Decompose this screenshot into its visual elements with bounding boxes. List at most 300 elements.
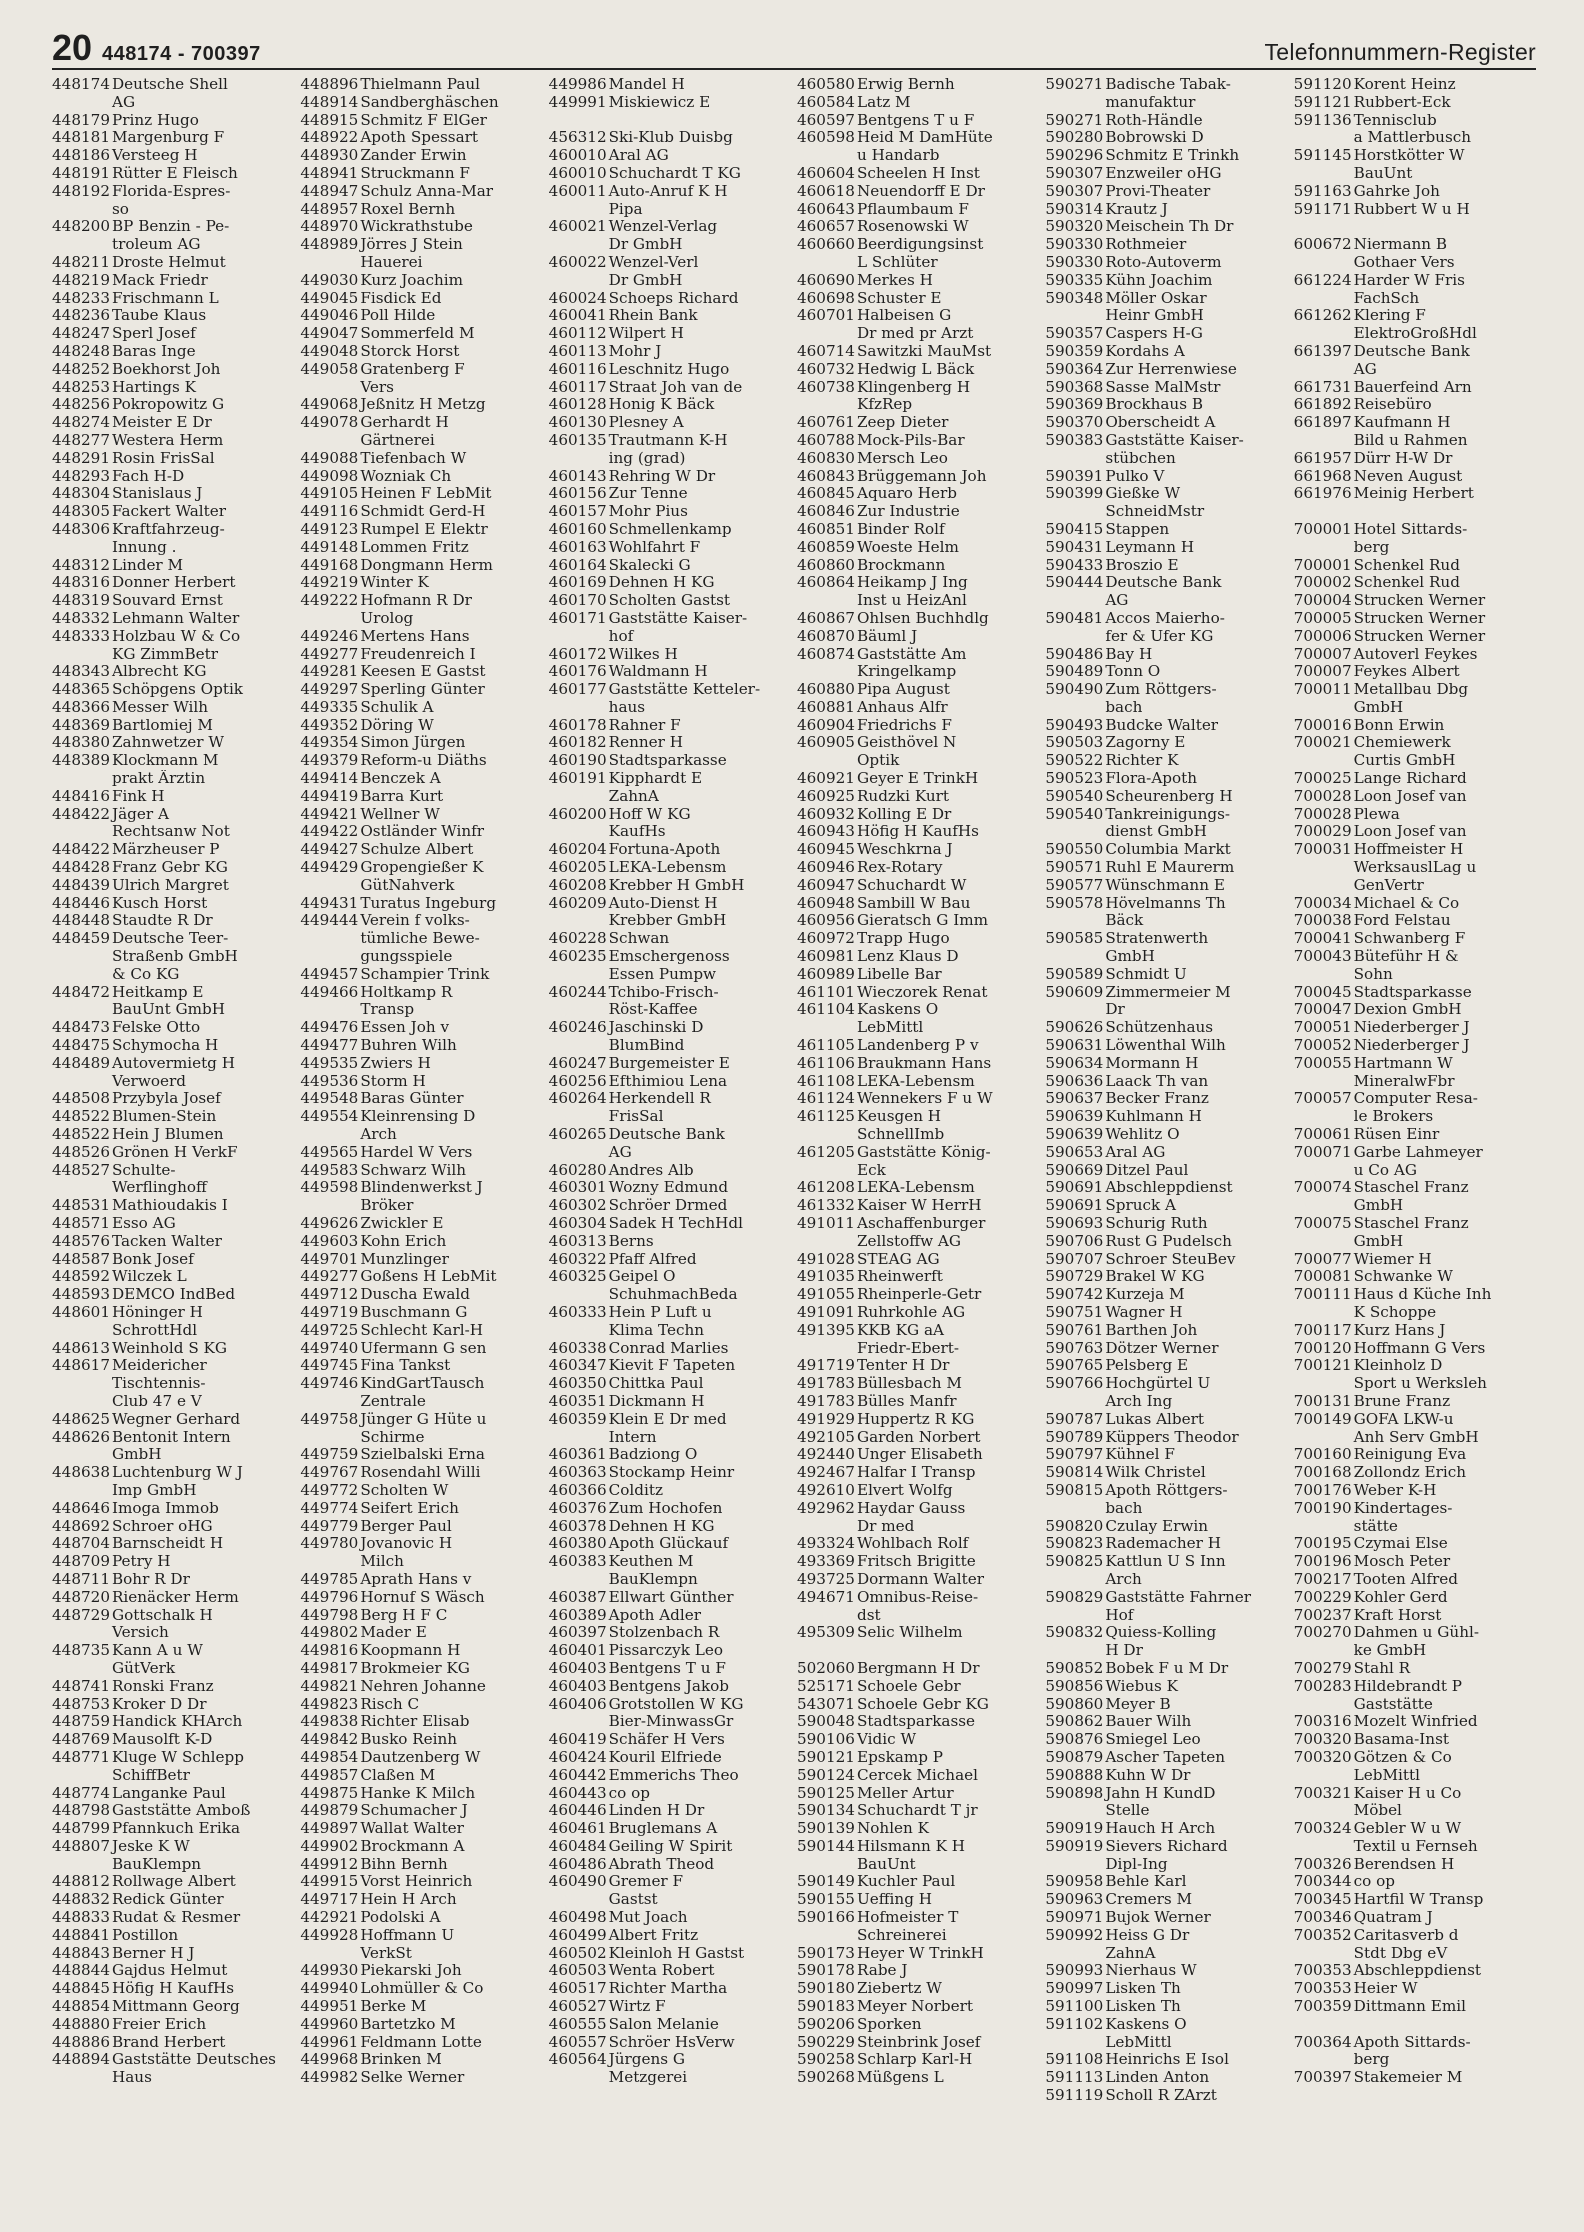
directory-entry: [797, 574, 1039, 592]
subscriber-name: Dautzenberg W: [360, 1748, 481, 1766]
subscriber-name: Wünschmann E: [1105, 876, 1225, 894]
subscriber-name: Grotstollen W KG: [608, 1695, 744, 1713]
subscriber-name: Schöpgens Optik: [112, 681, 244, 699]
subscriber-name: Harder W Fris: [1353, 271, 1465, 289]
phone-number: 590742: [1045, 1285, 1104, 1304]
directory-entry: [300, 236, 542, 254]
directory-entry: [1294, 1660, 1536, 1678]
subscriber-name: BauKlempn: [112, 1855, 202, 1873]
subscriber-name: Staudte R Dr: [112, 912, 213, 930]
phone-number: 590166: [796, 1908, 855, 1927]
subscriber-name: Bentonit Intern: [112, 1428, 231, 1446]
directory-entry: [797, 1429, 1039, 1447]
subscriber-name: Cercek Michael: [856, 1766, 978, 1784]
directory-entry: [797, 557, 1039, 575]
directory-entry: [300, 628, 542, 646]
subscriber-name: Kaufmann H: [1353, 414, 1451, 432]
phone-number: 460041: [548, 306, 607, 325]
phone-number: 460486: [548, 1854, 607, 1873]
directory-entry: [300, 1553, 542, 1571]
subscriber-name: Bartlomiej M: [112, 716, 213, 734]
subscriber-name: Jaschinski D: [608, 1019, 704, 1037]
phone-number: [549, 1001, 607, 1019]
phone-number: 460461: [548, 1819, 607, 1838]
subscriber-name: Zur Tenne: [608, 485, 688, 503]
phone-number: 449427: [300, 840, 359, 859]
phone-number: 448915: [300, 110, 359, 129]
directory-entry: [549, 1998, 791, 2016]
directory-entry: [549, 984, 791, 1002]
phone-number: 590368: [1045, 377, 1104, 396]
directory-entry: [549, 557, 791, 575]
phone-number: 448833: [52, 1908, 110, 1927]
subscriber-name: Werflinghoff: [112, 1179, 207, 1197]
phone-number: 448233: [52, 288, 110, 307]
directory-entry: [1294, 912, 1536, 930]
subscriber-name: Gärtnerei: [360, 431, 435, 449]
subscriber-name: Keusgen H: [856, 1108, 942, 1126]
subscriber-name: LebMittl: [856, 1019, 924, 1037]
subscriber-name: Bay H: [1105, 645, 1153, 663]
phone-number: 449940: [300, 1979, 359, 1998]
directory-entry: [300, 1464, 542, 1482]
subscriber-name: Freudenreich I: [360, 645, 476, 663]
subscriber-name: Wellner W: [360, 805, 440, 823]
subscriber-name: Bujok Werner: [1105, 1909, 1211, 1927]
subscriber-name: Gaststätte Fahrner: [1105, 1588, 1252, 1606]
subscriber-name: Wohlfahrt F: [608, 538, 701, 556]
directory-entry: [1294, 717, 1536, 735]
directory-entry: [1294, 628, 1536, 646]
phone-number: 448191: [52, 163, 110, 182]
directory-entry: [1294, 147, 1536, 165]
directory-entry: [797, 1055, 1039, 1073]
phone-number: 460128: [548, 395, 607, 414]
directory-entry: [1045, 503, 1287, 521]
phone-number: 460698: [796, 288, 855, 307]
directory-entry: [549, 272, 791, 290]
directory-entry: [1045, 396, 1287, 414]
directory-entry: [1045, 1340, 1287, 1358]
directory-entry: [797, 1909, 1039, 1927]
subscriber-name: Tenter H Dr: [856, 1357, 950, 1375]
subscriber-name: Kühnel F: [1105, 1446, 1175, 1464]
directory-entry: [1294, 361, 1536, 379]
directory-entry: [1045, 1945, 1287, 1963]
phone-number: 590814: [1045, 1463, 1104, 1482]
directory-entry: [549, 343, 791, 361]
directory-entry: [549, 1357, 791, 1375]
subscriber-name: Przybyla Josef: [112, 1090, 221, 1108]
directory-entry: [1045, 1464, 1287, 1482]
directory-entry: [1045, 1678, 1287, 1696]
subscriber-name: Prinz Hugo: [112, 111, 199, 129]
subscriber-name: Sperling Günter: [360, 681, 485, 699]
directory-entry: [797, 147, 1039, 165]
phone-number: 700071: [1293, 1142, 1352, 1161]
subscriber-name: LEKA-Lebensm: [856, 1072, 975, 1090]
phone-number: 590296: [1045, 146, 1104, 165]
subscriber-name: Heiss G Dr: [1105, 1926, 1190, 1944]
subscriber-name: Sperl Josef: [112, 325, 196, 343]
subscriber-name: Tchibo-Frisch-: [608, 983, 719, 1001]
phone-number: 590787: [1045, 1409, 1104, 1428]
phone-number: 448571: [52, 1214, 110, 1232]
subscriber-name: Tennisclub: [1353, 111, 1437, 129]
directory-entry: [1045, 610, 1287, 628]
subscriber-name: Ford Felstau: [1353, 912, 1451, 930]
phone-number: 448365: [52, 680, 110, 699]
directory-entry: [300, 2016, 542, 2034]
phone-number: 460406: [548, 1694, 607, 1713]
subscriber-name: Strucken Werner: [1353, 609, 1486, 627]
subscriber-name: Nierhaus W: [1105, 1962, 1197, 1980]
phone-number: 590550: [1045, 840, 1104, 859]
phone-number: 590639: [1045, 1107, 1104, 1126]
directory-entry: [300, 201, 542, 219]
phone-number: 590431: [1045, 537, 1104, 556]
directory-entry: [1045, 307, 1287, 325]
phone-number: [52, 539, 110, 557]
phone-number: 449379: [300, 751, 359, 770]
subscriber-name: Bäuml J: [856, 627, 918, 645]
directory-entry: [1294, 165, 1536, 183]
phone-number: 460347: [548, 1356, 607, 1375]
directory-entry: [1045, 1571, 1287, 1589]
directory-entry: [797, 1340, 1039, 1358]
phone-number: 448845: [52, 1979, 110, 1998]
phone-number: 700028: [1293, 786, 1352, 805]
subscriber-name: Thielmann Paul: [360, 76, 481, 93]
directory-entry: [797, 1393, 1039, 1411]
phone-number: 448179: [52, 110, 110, 129]
phone-number: 448219: [52, 270, 110, 289]
subscriber-name: stübchen: [1105, 449, 1176, 467]
subscriber-name: Dittmann Emil: [1353, 1998, 1466, 2016]
directory-entry: [52, 325, 294, 343]
phone-number: [300, 948, 358, 966]
phone-number: 460178: [548, 715, 607, 734]
directory-entry: [300, 450, 542, 468]
directory-entry: [300, 717, 542, 735]
phone-number: 460843: [796, 466, 855, 485]
directory-entry: [52, 76, 294, 94]
directory-entry: [52, 485, 294, 503]
directory-entry: [300, 1962, 542, 1980]
phone-number: 448941: [300, 163, 359, 182]
directory-entry: [1045, 112, 1287, 130]
phone-number: 590139: [796, 1819, 855, 1838]
subscriber-name: Rubbert-Eck: [1353, 93, 1451, 111]
subscriber-name: Verein f volks-: [360, 912, 470, 930]
directory-entry: [1045, 1624, 1287, 1642]
directory-entry: [52, 1357, 294, 1375]
subscriber-name: Deutsche Teer-: [112, 930, 229, 948]
directory-column: [797, 76, 1039, 2105]
directory-entry: [300, 1108, 542, 1126]
header-left: [52, 27, 261, 68]
phone-number: [1294, 325, 1352, 343]
directory-columns: [52, 76, 1536, 2105]
phone-number: 502060: [796, 1658, 855, 1677]
subscriber-name: GmbH: [1353, 1232, 1404, 1250]
subscriber-name: Zollondz Erich: [1353, 1464, 1467, 1482]
directory-entry: [1294, 485, 1536, 503]
directory-entry: [797, 1767, 1039, 1785]
directory-entry: [797, 1820, 1039, 1838]
phone-number: 460972: [796, 929, 855, 948]
phone-number: [1294, 1642, 1352, 1660]
directory-entry: [1045, 1108, 1287, 1126]
phone-number: [797, 1607, 855, 1625]
subscriber-name: Broszio E: [1105, 556, 1179, 574]
phone-number: [1294, 1696, 1352, 1714]
subscriber-name: Herkendell R: [608, 1090, 711, 1108]
phone-number: 449603: [300, 1231, 359, 1250]
phone-number: 460555: [548, 2014, 607, 2033]
phone-number: 591100: [1045, 1997, 1104, 2016]
subscriber-name: Rex-Rotary: [856, 859, 943, 877]
phone-number: 449712: [300, 1285, 359, 1304]
subscriber-name: Verwoerd: [112, 1072, 186, 1090]
subscriber-name: Braukmann Hans: [856, 1054, 992, 1072]
phone-number: 449968: [300, 2050, 359, 2069]
directory-entry: [797, 1873, 1039, 1891]
phone-number: 700131: [1293, 1391, 1352, 1410]
phone-number: 448709: [52, 1552, 110, 1571]
subscriber-name: Schulte-: [112, 1161, 176, 1179]
phone-number: 590391: [1045, 466, 1104, 485]
phone-number: 460265: [548, 1125, 607, 1144]
phone-number: 449719: [300, 1302, 359, 1321]
subscriber-name: Mohr Pius: [608, 503, 688, 521]
subscriber-name: Schäfer H Vers: [608, 1731, 725, 1749]
subscriber-name: Pflaumbaum F: [856, 200, 969, 218]
directory-entry: [1045, 877, 1287, 895]
subscriber-name: Dürr H-W Dr: [1353, 449, 1453, 467]
subscriber-name: Brockmann: [856, 556, 946, 574]
subscriber-name: Strucken Werner: [1353, 627, 1486, 645]
phone-number: 449429: [300, 858, 359, 877]
directory-entry: [1045, 1037, 1287, 1055]
subscriber-name: Horstkötter W: [1353, 147, 1465, 165]
subscriber-name: Gaststätte Kaiser-: [1105, 431, 1244, 449]
directory-entry: [1294, 183, 1536, 201]
directory-entry: [1045, 1607, 1287, 1625]
directory-entry: [300, 1126, 542, 1144]
subscriber-name: Meister E Dr: [112, 414, 212, 432]
phone-number: 449879: [300, 1801, 359, 1820]
phone-number: [52, 1856, 110, 1874]
phone-number: 460945: [796, 840, 855, 859]
subscriber-name: Andres Alb: [608, 1161, 694, 1179]
directory-entry: [52, 646, 294, 664]
subscriber-name: Lehmann Walter: [112, 609, 240, 627]
subscriber-name: Wegner Gerhard: [112, 1410, 241, 1428]
phone-number: [549, 1108, 607, 1126]
phone-number: 590639: [1045, 1125, 1104, 1144]
subscriber-name: Haus d Küche Inh: [1353, 1286, 1492, 1304]
subscriber-name: Apoth Röttgers-: [1105, 1481, 1228, 1499]
phone-number: 491055: [796, 1285, 855, 1304]
phone-number: 460301: [548, 1178, 607, 1197]
directory-entry: [52, 94, 294, 112]
phone-number: 460517: [548, 1979, 607, 1998]
directory-entry: [52, 503, 294, 521]
directory-entry: [549, 1055, 791, 1073]
subscriber-name: Hotel Sittards-: [1353, 520, 1468, 538]
phone-number: [1045, 2034, 1103, 2052]
directory-entry: [300, 1785, 542, 1803]
phone-number: 448914: [300, 92, 359, 111]
phone-number: 700345: [1293, 1890, 1352, 1909]
phone-number: 492467: [796, 1463, 855, 1482]
phone-number: [1045, 1856, 1103, 1874]
subscriber-name: Droste Helmut: [112, 253, 226, 271]
subscriber-name: Feldmann Lotte: [360, 2033, 482, 2051]
directory-entry: [300, 859, 542, 877]
phone-number: 590415: [1045, 519, 1104, 538]
phone-number: [1045, 823, 1103, 841]
subscriber-name: Ohlsen Buchhdlg: [856, 609, 989, 627]
phone-number: 449030: [300, 270, 359, 289]
directory-entry: [52, 930, 294, 948]
directory-entry: [52, 1518, 294, 1536]
subscriber-name: Langanke Paul: [112, 1784, 226, 1802]
subscriber-name: Risch C: [360, 1695, 420, 1713]
phone-number: 448798: [52, 1801, 110, 1820]
directory-entry: [797, 468, 1039, 486]
subscriber-name: Deutsche Bank: [608, 1126, 725, 1144]
subscriber-name: Wenta Robert: [608, 1962, 715, 1980]
phone-number: 460618: [796, 181, 855, 200]
subscriber-name: Bruglemans A: [608, 1820, 718, 1838]
directory-entry: [52, 574, 294, 592]
phone-number: 460714: [796, 341, 855, 360]
subscriber-name: Caspers H-G: [1105, 325, 1203, 343]
phone-number: 491719: [796, 1356, 855, 1375]
phone-number: 590307: [1045, 163, 1104, 182]
phone-number: 461101: [796, 982, 855, 1001]
subscriber-name: Wenzel-Verl: [608, 253, 699, 271]
subscriber-name: Schenkel Rud: [1353, 574, 1460, 592]
directory-entry: [1045, 343, 1287, 361]
phone-number: 448527: [52, 1160, 110, 1179]
subscriber-name: Geyer E TrinkH: [856, 770, 979, 788]
phone-number: 591171: [1293, 199, 1352, 218]
phone-number: 460200: [548, 804, 607, 823]
directory-entry: [797, 1927, 1039, 1945]
directory-entry: [52, 1429, 294, 1447]
directory-entry: [797, 1019, 1039, 1037]
directory-entry: [1045, 1873, 1287, 1891]
directory-entry: [52, 1019, 294, 1037]
subscriber-name: Krautz J: [1105, 200, 1168, 218]
subscriber-name: Neuendorff E Dr: [856, 182, 985, 200]
subscriber-name: Gajdus Helmut: [112, 1962, 228, 1980]
directory-entry: [300, 770, 542, 788]
directory-entry: [797, 414, 1039, 432]
subscriber-name: Bonk Josef: [112, 1250, 194, 1268]
directory-entry: [52, 1891, 294, 1909]
subscriber-name: Plesney A: [608, 414, 684, 432]
directory-entry: [300, 1215, 542, 1233]
directory-entry: [1294, 557, 1536, 575]
phone-number: 591121: [1293, 92, 1352, 111]
directory-entry: [300, 1446, 542, 1464]
directory-entry: [300, 1019, 542, 1037]
phone-number: 448832: [52, 1890, 110, 1909]
subscriber-name: Tooten Alfred: [1353, 1570, 1459, 1588]
phone-number: 448947: [300, 181, 359, 200]
directory-entry: [300, 1571, 542, 1589]
directory-entry: [300, 1144, 542, 1162]
phone-number: 590852: [1045, 1658, 1104, 1677]
subscriber-name: Bobek F u M Dr: [1105, 1659, 1229, 1677]
subscriber-name: Rollwage Albert: [112, 1873, 236, 1891]
phone-number: [1294, 129, 1352, 147]
phone-number: 700359: [1293, 1997, 1352, 2016]
subscriber-name: Brockhaus B: [1105, 396, 1204, 414]
subscriber-name: Apoth Sittards-: [1353, 2033, 1471, 2051]
subscriber-name: GmbH: [1105, 948, 1155, 966]
phone-number: 590571: [1045, 858, 1104, 877]
directory-entry: [300, 112, 542, 130]
subscriber-name: [1352, 2016, 1536, 2034]
subscriber-name: Mormann H: [1105, 1054, 1199, 1072]
phone-number: 590173: [796, 1943, 855, 1962]
directory-entry: [300, 1642, 542, 1660]
phone-number: 448526: [52, 1142, 110, 1161]
phone-number: [1045, 948, 1103, 966]
subscriber-name: Tiefenbach W: [360, 449, 467, 467]
subscriber-name: Handick KHArch: [112, 1713, 243, 1731]
directory-entry: [1045, 450, 1287, 468]
phone-number: 448277: [52, 430, 110, 449]
directory-entry: [1294, 1429, 1536, 1447]
subscriber-name: Taube Klaus: [112, 307, 207, 325]
phone-number: 590693: [1045, 1214, 1104, 1232]
directory-entry: [52, 1340, 294, 1358]
subscriber-name: manufaktur: [1105, 93, 1196, 111]
phone-number: 700038: [1293, 911, 1352, 930]
phone-number: [549, 628, 607, 646]
subscriber-name: Brakel W KG: [1105, 1268, 1205, 1286]
directory-entry: [300, 307, 542, 325]
phone-number: [1294, 2016, 1352, 2034]
subscriber-name: Innung .: [112, 538, 177, 556]
phone-number: [1045, 1001, 1103, 1019]
phone-number: [52, 236, 110, 254]
directory-entry: [1294, 1678, 1536, 1696]
phone-number: [797, 592, 855, 610]
phone-number: 449535: [300, 1053, 359, 1072]
subscriber-name: Gropengießer K: [360, 859, 484, 877]
phone-number: [300, 1429, 358, 1447]
subscriber-name: Gaststätte Deutsches: [112, 2051, 276, 2069]
subscriber-name: Klockmann M: [112, 752, 219, 770]
phone-number: 449951: [300, 1997, 359, 2016]
subscriber-name: Barra Kurt: [360, 787, 444, 805]
subscriber-name: Colditz: [608, 1481, 663, 1499]
directory-entry: [1294, 1482, 1536, 1500]
directory-entry: [549, 1767, 791, 1785]
directory-entry: [300, 2034, 542, 2052]
directory-entry: [549, 183, 791, 201]
subscriber-name: Kohler Gerd: [1353, 1588, 1448, 1606]
subscriber-name: Roth-Händle: [1105, 111, 1203, 129]
directory-entry: [797, 734, 1039, 752]
